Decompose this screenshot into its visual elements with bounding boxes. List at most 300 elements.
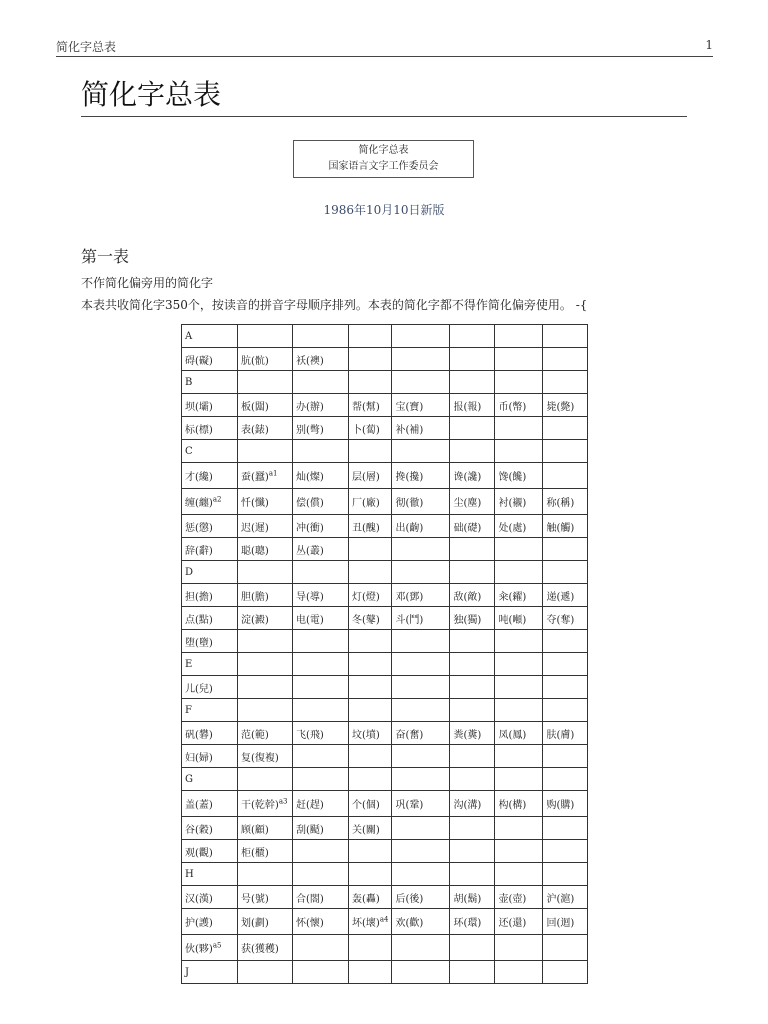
empty-cell bbox=[238, 961, 293, 984]
empty-cell bbox=[495, 935, 543, 961]
character-pair: 标(標) bbox=[185, 424, 213, 436]
character-cell bbox=[238, 584, 293, 607]
letter-row bbox=[182, 768, 588, 791]
character-pair: 妇(婦) bbox=[185, 752, 213, 764]
table-row bbox=[182, 515, 588, 538]
character-pair: 赶(趕) bbox=[296, 800, 324, 811]
empty-cell bbox=[543, 840, 588, 863]
letter-heading-cell: D bbox=[182, 561, 238, 584]
character-cell bbox=[182, 630, 238, 653]
empty-cell bbox=[392, 840, 450, 863]
character-cell bbox=[238, 394, 293, 417]
character-cell bbox=[495, 909, 543, 935]
character-cell bbox=[392, 607, 450, 630]
document-title: 简化字总表 bbox=[81, 76, 687, 117]
character-cell bbox=[392, 417, 450, 440]
info-box bbox=[293, 140, 474, 178]
letter-row bbox=[182, 961, 588, 984]
empty-cell bbox=[392, 961, 450, 984]
character-pair: 尘(塵) bbox=[453, 498, 482, 509]
character-cell bbox=[182, 515, 238, 538]
empty-cell bbox=[450, 653, 495, 676]
empty-cell bbox=[238, 676, 293, 699]
character-pair: 复(復複) bbox=[241, 752, 279, 764]
character-cell bbox=[293, 515, 349, 538]
empty-cell bbox=[495, 371, 543, 394]
character-cell bbox=[450, 394, 495, 417]
empty-cell bbox=[450, 935, 495, 961]
character-pair: 馋(饞) bbox=[498, 472, 527, 483]
character-cell bbox=[293, 348, 349, 371]
character-cell bbox=[392, 584, 450, 607]
empty-cell bbox=[349, 538, 392, 561]
empty-cell bbox=[349, 699, 392, 722]
empty-cell bbox=[543, 817, 588, 840]
character-pair: 谷(穀) bbox=[185, 824, 213, 836]
character-pair: 宝(寶) bbox=[395, 401, 424, 413]
character-cell bbox=[349, 489, 392, 515]
character-pair: 层(層) bbox=[352, 472, 380, 483]
empty-cell bbox=[543, 440, 588, 463]
character-pair: 彻(徹) bbox=[395, 498, 424, 509]
character-cell bbox=[238, 463, 293, 489]
character-cell bbox=[238, 348, 293, 371]
character-pair: 报(報) bbox=[453, 401, 482, 413]
empty-cell bbox=[392, 768, 450, 791]
letter-heading-cell: C bbox=[182, 440, 238, 463]
character-pair: 矾(礬) bbox=[185, 729, 213, 741]
letter-heading-cell: E bbox=[182, 653, 238, 676]
character-cell bbox=[495, 515, 543, 538]
info-box-publisher: 国家语言文字工作委员会 bbox=[328, 161, 439, 172]
character-pair: 沟(溝) bbox=[453, 800, 482, 811]
character-cell bbox=[543, 584, 588, 607]
character-pair: 才(纔) bbox=[185, 472, 213, 483]
empty-cell bbox=[392, 371, 450, 394]
empty-cell bbox=[495, 840, 543, 863]
table-row bbox=[182, 909, 588, 935]
footnote-marker: a5 bbox=[212, 941, 222, 950]
empty-cell bbox=[450, 745, 495, 768]
character-cell bbox=[349, 394, 392, 417]
empty-cell bbox=[543, 768, 588, 791]
character-cell bbox=[392, 515, 450, 538]
character-cell bbox=[238, 489, 293, 515]
empty-cell bbox=[543, 699, 588, 722]
character-pair: 环(環) bbox=[453, 918, 482, 929]
character-cell bbox=[182, 840, 238, 863]
character-pair: 范(範) bbox=[241, 729, 269, 741]
character-pair: 斗(鬥) bbox=[395, 614, 424, 626]
running-header-title: 简化字总表 bbox=[56, 40, 117, 54]
empty-cell bbox=[495, 817, 543, 840]
empty-cell bbox=[450, 768, 495, 791]
character-cell bbox=[238, 886, 293, 909]
character-cell bbox=[182, 417, 238, 440]
table-row bbox=[182, 489, 588, 515]
character-pair: 表(錶) bbox=[241, 424, 269, 436]
table-row bbox=[182, 394, 588, 417]
footnote-marker: a3 bbox=[278, 797, 288, 806]
character-cell bbox=[293, 817, 349, 840]
character-pair: 导(導) bbox=[296, 591, 324, 603]
character-pair: 儿(兒) bbox=[185, 683, 213, 695]
character-pair: 回(迴) bbox=[546, 918, 575, 929]
character-cell bbox=[450, 489, 495, 515]
character-pair: 汉(漢) bbox=[185, 893, 213, 905]
character-pair: 合(閤) bbox=[296, 893, 324, 905]
character-pair: 辞(辭) bbox=[185, 545, 213, 557]
character-pair: 飞(飛) bbox=[296, 729, 324, 741]
empty-cell bbox=[495, 676, 543, 699]
character-cell bbox=[349, 909, 392, 935]
footnote-marker: a1 bbox=[268, 469, 278, 478]
character-cell bbox=[293, 886, 349, 909]
table-row bbox=[182, 348, 588, 371]
character-pair: 搀(攙) bbox=[395, 472, 424, 483]
empty-cell bbox=[450, 676, 495, 699]
character-cell bbox=[182, 745, 238, 768]
character-pair: 坏(壞) bbox=[352, 918, 380, 929]
character-cell bbox=[543, 886, 588, 909]
empty-cell bbox=[238, 325, 293, 348]
running-header bbox=[56, 38, 713, 57]
character-cell bbox=[293, 489, 349, 515]
character-cell bbox=[182, 538, 238, 561]
character-table bbox=[181, 324, 588, 984]
character-cell bbox=[238, 538, 293, 561]
letter-heading-cell: G bbox=[182, 768, 238, 791]
empty-cell bbox=[349, 840, 392, 863]
character-cell bbox=[293, 394, 349, 417]
empty-cell bbox=[543, 653, 588, 676]
character-cell bbox=[392, 886, 450, 909]
character-pair: 还(還) bbox=[498, 918, 527, 929]
character-cell bbox=[238, 722, 293, 745]
empty-cell bbox=[238, 653, 293, 676]
empty-cell bbox=[543, 935, 588, 961]
section-subtitle: 不作简化偏旁用的简化字 bbox=[81, 276, 214, 290]
character-cell bbox=[182, 489, 238, 515]
empty-cell bbox=[293, 630, 349, 653]
character-cell bbox=[182, 791, 238, 817]
character-pair: 灿(燦) bbox=[296, 472, 324, 483]
character-cell bbox=[543, 722, 588, 745]
empty-cell bbox=[349, 768, 392, 791]
empty-cell bbox=[495, 561, 543, 584]
empty-cell bbox=[293, 440, 349, 463]
empty-cell bbox=[349, 935, 392, 961]
empty-cell bbox=[293, 745, 349, 768]
character-cell bbox=[392, 489, 450, 515]
character-pair: 后(後) bbox=[395, 893, 424, 905]
empty-cell bbox=[392, 699, 450, 722]
table-row bbox=[182, 676, 588, 699]
section-description: 本表共收简化字350个，按读音的拼音字母顺序排列。本表的简化字都不得作简化偏旁使用。 -{ bbox=[81, 298, 588, 312]
character-pair: 冬(鼕) bbox=[352, 614, 380, 626]
empty-cell bbox=[349, 961, 392, 984]
empty-cell bbox=[450, 325, 495, 348]
empty-cell bbox=[450, 417, 495, 440]
empty-cell bbox=[349, 676, 392, 699]
character-pair: 袄(襖) bbox=[296, 355, 324, 367]
character-cell bbox=[349, 584, 392, 607]
character-pair: 划(劃) bbox=[241, 918, 269, 929]
empty-cell bbox=[543, 745, 588, 768]
character-pair: 蚕(蠶) bbox=[241, 472, 269, 483]
empty-cell bbox=[495, 768, 543, 791]
character-cell bbox=[349, 463, 392, 489]
character-cell bbox=[238, 417, 293, 440]
character-pair: 沪(滬) bbox=[546, 893, 575, 905]
character-pair: 粪(糞) bbox=[453, 729, 482, 741]
empty-cell bbox=[392, 630, 450, 653]
character-cell bbox=[182, 935, 238, 961]
character-cell bbox=[182, 348, 238, 371]
empty-cell bbox=[543, 538, 588, 561]
table-row bbox=[182, 607, 588, 630]
empty-cell bbox=[543, 863, 588, 886]
character-pair: 谗(讒) bbox=[453, 472, 482, 483]
character-cell bbox=[450, 909, 495, 935]
empty-cell bbox=[349, 561, 392, 584]
empty-cell bbox=[495, 653, 543, 676]
character-pair: 顾(顧) bbox=[241, 824, 269, 836]
letter-row bbox=[182, 371, 588, 394]
character-pair: 丑(醜) bbox=[352, 522, 380, 534]
character-cell bbox=[293, 607, 349, 630]
table-row bbox=[182, 935, 588, 961]
empty-cell bbox=[293, 325, 349, 348]
character-cell bbox=[238, 791, 293, 817]
character-pair: 独(獨) bbox=[453, 614, 482, 626]
empty-cell bbox=[392, 817, 450, 840]
empty-cell bbox=[450, 440, 495, 463]
character-cell bbox=[495, 607, 543, 630]
character-pair: 惩(懲) bbox=[185, 522, 213, 534]
empty-cell bbox=[495, 863, 543, 886]
empty-cell bbox=[349, 371, 392, 394]
character-pair: 护(護) bbox=[185, 918, 213, 929]
character-pair: 出(齣) bbox=[395, 522, 424, 534]
empty-cell bbox=[450, 538, 495, 561]
character-cell bbox=[349, 417, 392, 440]
letter-row bbox=[182, 440, 588, 463]
character-pair: 肤(膚) bbox=[546, 729, 575, 741]
character-pair: 称(稱) bbox=[546, 498, 575, 509]
letter-row bbox=[182, 653, 588, 676]
footnote-marker: a2 bbox=[212, 495, 222, 504]
empty-cell bbox=[238, 699, 293, 722]
character-pair: 淀(澱) bbox=[241, 614, 269, 626]
empty-cell bbox=[293, 961, 349, 984]
letter-row bbox=[182, 863, 588, 886]
character-cell bbox=[450, 463, 495, 489]
character-pair: 板(闆) bbox=[241, 401, 269, 413]
character-cell bbox=[293, 909, 349, 935]
empty-cell bbox=[293, 676, 349, 699]
empty-cell bbox=[392, 325, 450, 348]
empty-cell bbox=[293, 840, 349, 863]
table-row bbox=[182, 817, 588, 840]
table-row bbox=[182, 538, 588, 561]
table-row bbox=[182, 417, 588, 440]
empty-cell bbox=[543, 417, 588, 440]
character-pair: 别(彆) bbox=[296, 424, 324, 436]
character-cell bbox=[238, 909, 293, 935]
character-cell bbox=[450, 607, 495, 630]
empty-cell bbox=[450, 630, 495, 653]
character-pair: 获(獲穫) bbox=[241, 944, 279, 955]
character-cell bbox=[293, 538, 349, 561]
character-cell bbox=[543, 394, 588, 417]
character-cell bbox=[543, 791, 588, 817]
character-pair: 卜(蔔) bbox=[352, 424, 380, 436]
character-pair: 吨(噸) bbox=[498, 614, 527, 626]
character-cell bbox=[495, 394, 543, 417]
character-pair: 巩(鞏) bbox=[395, 800, 424, 811]
empty-cell bbox=[349, 630, 392, 653]
empty-cell bbox=[495, 961, 543, 984]
character-pair: 个(個) bbox=[352, 800, 380, 811]
letter-heading-cell: A bbox=[182, 325, 238, 348]
character-cell bbox=[238, 817, 293, 840]
letter-heading-cell: J bbox=[182, 961, 238, 984]
character-pair: 凤(鳳) bbox=[498, 729, 527, 741]
character-cell bbox=[238, 840, 293, 863]
character-pair: 伙(夥) bbox=[185, 944, 213, 955]
character-pair: 丛(叢) bbox=[296, 545, 324, 557]
character-cell bbox=[392, 394, 450, 417]
empty-cell bbox=[450, 863, 495, 886]
empty-cell bbox=[349, 745, 392, 768]
character-pair: 衬(襯) bbox=[498, 498, 527, 509]
empty-cell bbox=[293, 935, 349, 961]
character-pair: 递(遞) bbox=[546, 591, 575, 603]
character-pair: 坝(壩) bbox=[185, 401, 213, 413]
character-cell bbox=[450, 584, 495, 607]
empty-cell bbox=[495, 745, 543, 768]
character-cell bbox=[543, 607, 588, 630]
character-pair: 柜(櫃) bbox=[241, 847, 269, 859]
character-pair: 壶(壺) bbox=[498, 893, 527, 905]
empty-cell bbox=[392, 676, 450, 699]
character-cell bbox=[392, 791, 450, 817]
empty-cell bbox=[392, 745, 450, 768]
empty-cell bbox=[349, 863, 392, 886]
character-cell bbox=[182, 676, 238, 699]
character-pair: 怀(懷) bbox=[296, 918, 324, 929]
character-cell bbox=[238, 935, 293, 961]
empty-cell bbox=[543, 371, 588, 394]
character-cell bbox=[495, 584, 543, 607]
table-row bbox=[182, 745, 588, 768]
empty-cell bbox=[293, 699, 349, 722]
table-row bbox=[182, 886, 588, 909]
empty-cell bbox=[238, 863, 293, 886]
character-cell bbox=[349, 722, 392, 745]
character-pair: 号(號) bbox=[241, 893, 269, 905]
empty-cell bbox=[543, 961, 588, 984]
empty-cell bbox=[293, 561, 349, 584]
character-pair: 关(關) bbox=[352, 824, 380, 836]
empty-cell bbox=[349, 653, 392, 676]
empty-cell bbox=[450, 348, 495, 371]
empty-cell bbox=[450, 817, 495, 840]
empty-cell bbox=[495, 699, 543, 722]
empty-cell bbox=[238, 440, 293, 463]
empty-cell bbox=[238, 630, 293, 653]
letter-row bbox=[182, 561, 588, 584]
empty-cell bbox=[495, 325, 543, 348]
character-pair: 邓(鄧) bbox=[395, 591, 424, 603]
letter-heading-cell: H bbox=[182, 863, 238, 886]
section-title: 第一表 bbox=[81, 247, 130, 266]
character-pair: 敌(敵) bbox=[453, 591, 482, 603]
empty-cell bbox=[349, 325, 392, 348]
character-pair: 肮(骯) bbox=[241, 355, 269, 367]
empty-cell bbox=[450, 371, 495, 394]
character-pair: 干(乾幹) bbox=[241, 800, 279, 811]
empty-cell bbox=[543, 676, 588, 699]
empty-cell bbox=[392, 561, 450, 584]
empty-cell bbox=[495, 417, 543, 440]
character-pair: 补(補) bbox=[395, 424, 424, 436]
character-pair: 欢(歡) bbox=[395, 918, 424, 929]
character-pair: 观(觀) bbox=[185, 847, 213, 859]
character-cell bbox=[182, 584, 238, 607]
table-row bbox=[182, 722, 588, 745]
character-cell bbox=[182, 817, 238, 840]
character-cell bbox=[543, 909, 588, 935]
character-pair: 盖(蓋) bbox=[185, 800, 213, 811]
character-cell bbox=[495, 722, 543, 745]
character-pair: 胆(膽) bbox=[241, 591, 269, 603]
empty-cell bbox=[495, 440, 543, 463]
character-pair: 忏(懺) bbox=[241, 498, 269, 509]
empty-cell bbox=[495, 348, 543, 371]
character-pair: 迟(遲) bbox=[241, 522, 269, 534]
empty-cell bbox=[293, 371, 349, 394]
character-pair: 刮(颳) bbox=[296, 824, 324, 836]
character-cell bbox=[293, 417, 349, 440]
character-cell bbox=[182, 607, 238, 630]
character-cell bbox=[349, 607, 392, 630]
empty-cell bbox=[543, 348, 588, 371]
empty-cell bbox=[495, 538, 543, 561]
empty-cell bbox=[543, 463, 588, 489]
empty-cell bbox=[392, 440, 450, 463]
character-pair: 偿(償) bbox=[296, 498, 324, 509]
character-cell bbox=[495, 791, 543, 817]
empty-cell bbox=[293, 768, 349, 791]
character-cell bbox=[450, 886, 495, 909]
empty-cell bbox=[543, 561, 588, 584]
character-pair: 轰(轟) bbox=[352, 893, 380, 905]
character-cell bbox=[349, 791, 392, 817]
character-cell bbox=[392, 463, 450, 489]
character-pair: 聪(聰) bbox=[241, 545, 269, 557]
page-number: 1 bbox=[705, 38, 713, 52]
empty-cell bbox=[450, 840, 495, 863]
empty-cell bbox=[450, 561, 495, 584]
empty-cell bbox=[495, 630, 543, 653]
character-cell bbox=[349, 817, 392, 840]
character-cell bbox=[450, 722, 495, 745]
character-pair: 础(礎) bbox=[453, 522, 482, 534]
character-pair: 处(處) bbox=[498, 522, 527, 534]
character-cell bbox=[293, 463, 349, 489]
